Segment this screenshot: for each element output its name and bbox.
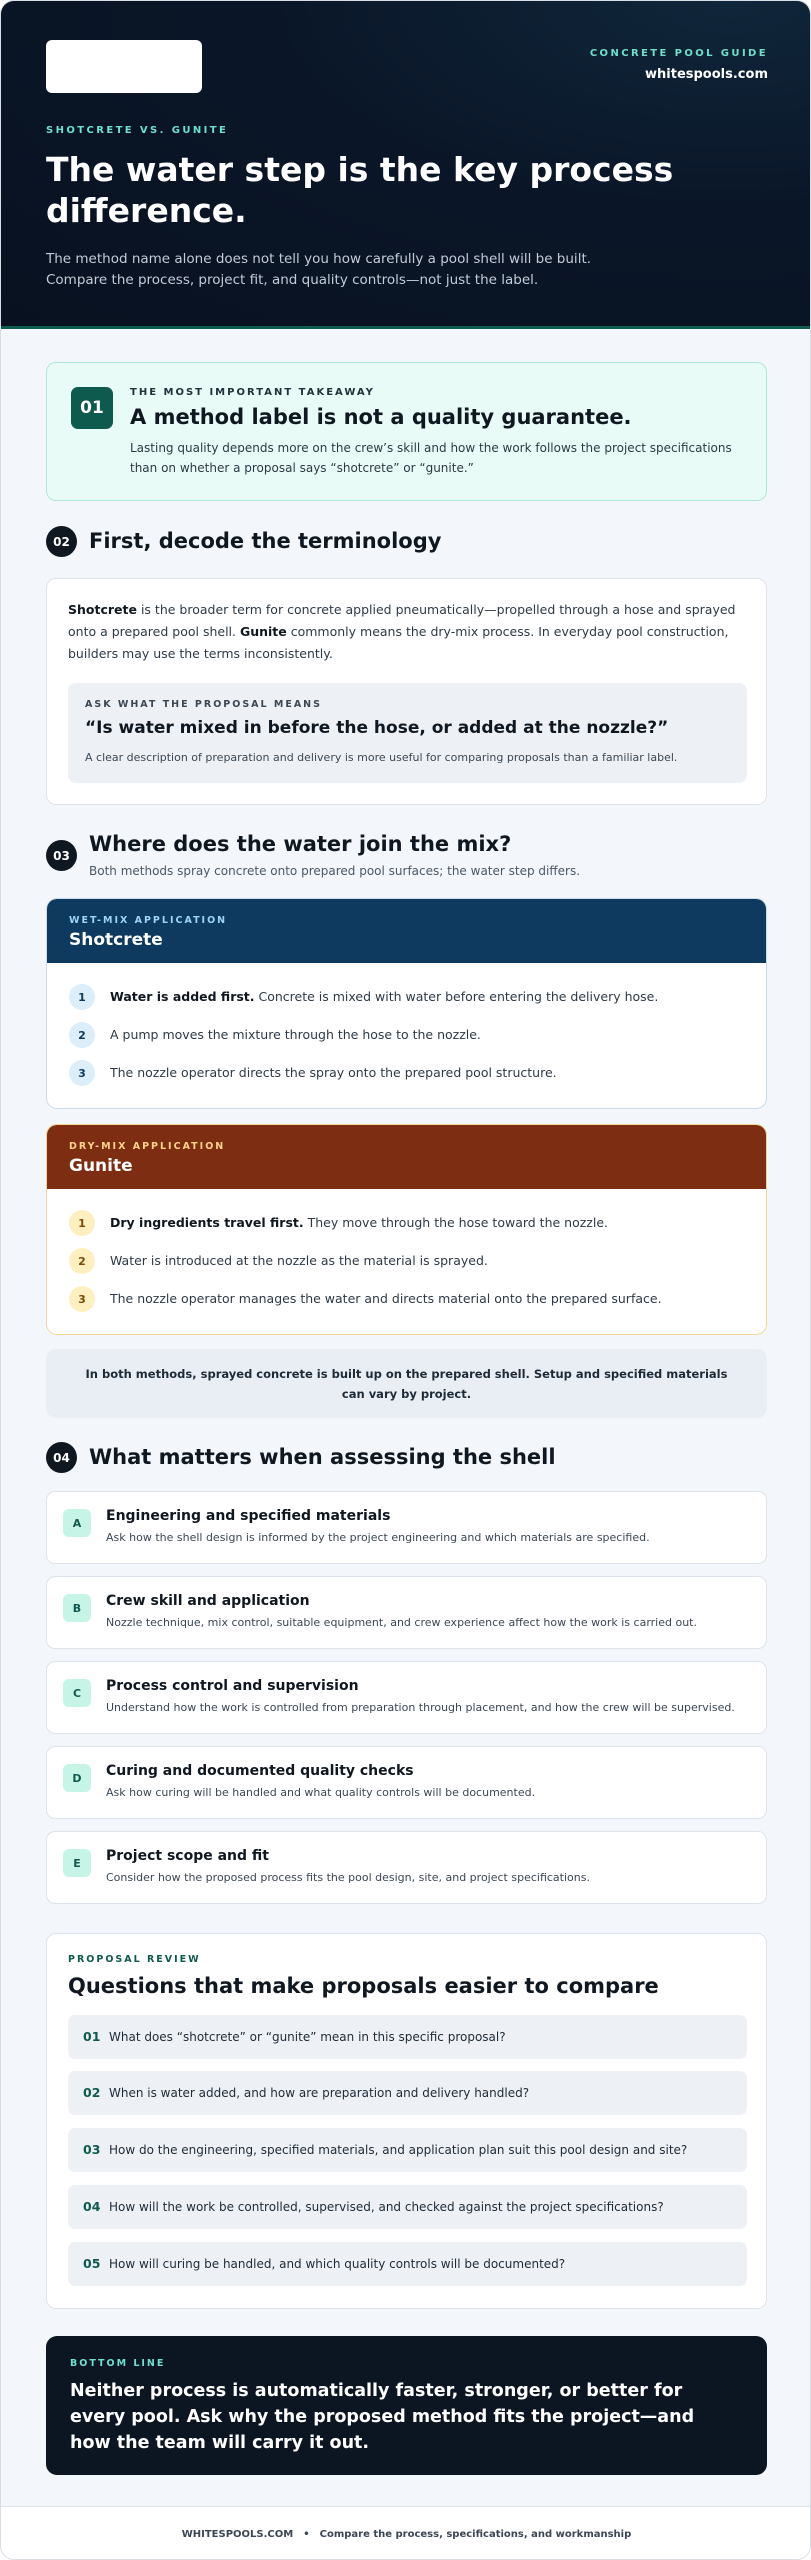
gunite-title: Gunite: [69, 1156, 133, 1176]
criteria-item: [46, 1831, 767, 1904]
footer-tagline: Compare the process, specifications, and workmanship: [319, 2528, 632, 2540]
process-step: [69, 1246, 749, 1274]
proposal-question-quote: “Is water mixed in before the hose, or added at the nozzle?”: [85, 718, 669, 738]
step-number: 2: [69, 1248, 95, 1274]
criteria-title: Project scope and fit: [106, 1848, 269, 1864]
bottom-line-card: [46, 2336, 767, 2475]
step-text: A pump moves the mixture through the hose to the nozzle.: [110, 1027, 481, 1042]
question-item: [68, 2071, 747, 2115]
process-step: [69, 1208, 749, 1236]
step-number: 3: [69, 1286, 95, 1312]
question-number: 04: [83, 2199, 101, 2214]
shotcrete-kicker: WET-MIX APPLICATION: [69, 915, 228, 926]
takeaway-card: [46, 362, 767, 501]
process-step: [69, 1284, 749, 1312]
gunite-kicker: DRY-MIX APPLICATION: [69, 1141, 226, 1152]
question-number: 01: [83, 2029, 101, 2044]
criteria-letter: C: [63, 1679, 91, 1707]
guide-label: CONCRETE POOL GUIDE: [589, 48, 768, 59]
question-number: 03: [83, 2142, 101, 2157]
section-title: First, decode the terminology: [89, 529, 442, 553]
process-step: [69, 982, 749, 1010]
footer-site: WHITESPOOLS.COM: [181, 2528, 294, 2540]
criteria-item: [46, 1661, 767, 1734]
criteria-item: [46, 1491, 767, 1564]
gunite-header: [47, 1125, 766, 1189]
question-text: How will the work be controlled, supervised, and checked against the project specifications?: [109, 2200, 664, 2214]
step-bold: Water is added first.: [110, 989, 255, 1004]
proposal-review-card: [46, 1933, 767, 2309]
section-number: 02: [46, 526, 77, 557]
step-text: The nozzle operator manages the water and directs material onto the prepared surface.: [110, 1291, 662, 1306]
takeaway-number: 01: [71, 387, 113, 429]
section-title: Where does the water join the mix?: [89, 832, 512, 856]
question-item: [68, 2242, 747, 2286]
terminology-body: [68, 599, 748, 665]
footer-separator: •: [303, 2528, 310, 2540]
hero-subtitle-line: Compare the process, project fit, and quality controls—not just the label.: [46, 272, 539, 288]
shotcrete-card: [46, 898, 767, 1109]
page-title: The water step is the key process difference.: [46, 150, 674, 230]
term-gunite: Gunite: [239, 624, 287, 639]
criteria-title: Crew skill and application: [106, 1593, 310, 1609]
site-name: whitespools.com: [645, 67, 768, 82]
footer: [1, 2506, 811, 2560]
question-text: When is water added, and how are preparation and delivery handled?: [109, 2086, 530, 2100]
step-number: 2: [69, 1022, 95, 1048]
step-body: They move through the hose toward the nozzle.: [303, 1215, 609, 1230]
section-title: What matters when assessing the shell: [89, 1445, 556, 1469]
question-item: [68, 2185, 747, 2229]
proposal-question-kicker: ASK WHAT THE PROPOSAL MEANS: [85, 699, 322, 710]
takeaway-body: Lasting quality depends more on the crew’s skill and how the work follows the project specifications than on whether a proposal says “shotcrete” or “gunite.”: [130, 441, 732, 475]
hero-header: [1, 1, 811, 329]
criteria-title: Engineering and specified materials: [106, 1508, 391, 1524]
criteria-letter: E: [63, 1849, 91, 1877]
question-text: What does “shotcrete” or “gunite” mean in this specific proposal?: [109, 2030, 506, 2044]
criteria-desc: Nozzle technique, mix control, suitable equipment, and crew experience affect how the work is carried out.: [106, 1616, 697, 1629]
takeaway-kicker: THE MOST IMPORTANT TAKEAWAY: [130, 387, 375, 398]
takeaway-title: A method label is not a quality guarantee.: [130, 405, 632, 429]
section-number: 04: [46, 1442, 77, 1473]
hero-kicker: SHOTCRETE VS. GUNITE: [46, 125, 229, 136]
process-step: [69, 1020, 749, 1048]
question-number: 02: [83, 2085, 101, 2100]
both-methods-note: In both methods, sprayed concrete is built up on the prepared shell. Setup and specified materials can vary by project.: [46, 1349, 767, 1418]
section-subtitle: Both methods spray concrete onto prepared pool surfaces; the water step differs.: [89, 864, 581, 878]
step-text: [110, 989, 658, 1004]
criteria-desc: Ask how the shell design is informed by the project engineering and which materials are specified.: [106, 1531, 650, 1544]
criteria-desc: Ask how curing will be handled and what quality controls will be documented.: [106, 1786, 536, 1799]
step-text: [110, 1215, 608, 1230]
question-text: How will curing be handled, and which quality controls will be documented?: [109, 2257, 566, 2271]
proposal-question-note: A clear description of preparation and delivery is more useful for comparing proposals than a familiar label.: [85, 751, 678, 764]
gunite-card: [46, 1124, 767, 1335]
criteria-letter: B: [63, 1594, 91, 1622]
shotcrete-title: Shotcrete: [69, 930, 163, 950]
hero-subtitle-line: The method name alone does not tell you how carefully a pool shell will be built.: [46, 251, 592, 267]
criteria-item: [46, 1576, 767, 1649]
section-number: 03: [46, 840, 77, 871]
question-item: [68, 2015, 747, 2059]
term-shotcrete: Shotcrete: [68, 602, 137, 617]
criteria-title: Process control and supervision: [106, 1678, 359, 1694]
logo: [46, 40, 202, 93]
bottom-line-text: Neither process is automatically faster, stronger, or better for every pool. Ask why the proposed method fits the project—and how the team will carry it out.: [70, 2381, 695, 2453]
terminology-text: is the broader term for concrete applied pneumatically—propelled through a hose and sprayed onto a prepared pool shell.: [68, 602, 736, 639]
shotcrete-header: [47, 899, 766, 963]
step-body: Concrete is mixed with water before entering the delivery hose.: [254, 989, 659, 1004]
question-item: [68, 2128, 747, 2172]
proposal-review-kicker: PROPOSAL REVIEW: [68, 1954, 201, 1965]
proposal-question-box: [68, 683, 747, 783]
terminology-text: commonly means the dry-mix process. In everyday pool construction, builders may use the terms inconsistently.: [68, 624, 729, 661]
step-number: 3: [69, 1060, 95, 1086]
criteria-desc: Understand how the work is controlled from preparation through placement, and how the crew will be supervised.: [106, 1701, 735, 1714]
terminology-card: [46, 578, 767, 805]
step-number: 1: [69, 1210, 95, 1236]
question-number: 05: [83, 2256, 101, 2271]
proposal-review-title: Questions that make proposals easier to compare: [68, 1974, 659, 1998]
criteria-letter: D: [63, 1764, 91, 1792]
criteria-item: [46, 1746, 767, 1819]
criteria-letter: A: [63, 1509, 91, 1537]
process-step: [69, 1058, 749, 1086]
criteria-desc: Consider how the proposed process fits the pool design, site, and project specifications.: [106, 1871, 590, 1884]
step-text: Water is introduced at the nozzle as the material is sprayed.: [110, 1253, 488, 1268]
criteria-title: Curing and documented quality checks: [106, 1763, 414, 1779]
bottom-line-kicker: BOTTOM LINE: [70, 2358, 166, 2369]
step-text: The nozzle operator directs the spray onto the prepared pool structure.: [110, 1065, 557, 1080]
hero-subtitle: [46, 249, 666, 291]
question-text: How do the engineering, specified materials, and application plan suit this pool design and site?: [109, 2143, 688, 2157]
step-number: 1: [69, 984, 95, 1010]
step-bold: Dry ingredients travel first.: [110, 1215, 304, 1230]
